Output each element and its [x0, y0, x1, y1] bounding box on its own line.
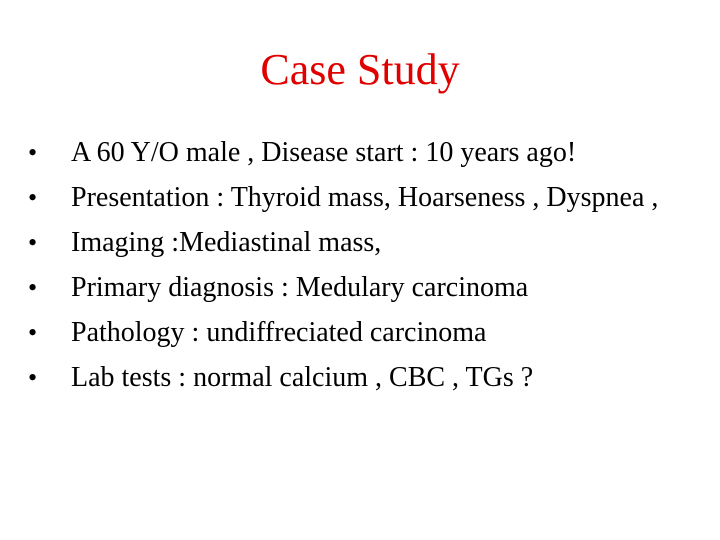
bullet-icon: • [28, 138, 38, 167]
bullet-item [28, 179, 698, 216]
bullet-item [28, 134, 698, 171]
bullet-icon: • [28, 363, 38, 392]
bullet-list [28, 134, 698, 404]
bullet-item [28, 269, 698, 306]
bullet-icon: • [28, 318, 38, 347]
bullet-text: Primary diagnosis : Medulary carcinoma [71, 272, 529, 303]
bullet-text: Pathology : undiffreciated carcinoma [71, 317, 487, 348]
bullet-text: Presentation : Thyroid mass, Hoarseness , Dyspnea , [71, 182, 659, 213]
bullet-item [28, 224, 698, 261]
slide-title: Case Study [260, 45, 460, 94]
bullet-icon: • [28, 183, 38, 212]
bullet-text: Lab tests : normal calcium , CBC , TGs ? [71, 362, 534, 393]
bullet-item [28, 314, 698, 351]
bullet-icon: • [28, 228, 38, 257]
bullet-item [28, 359, 698, 396]
bullet-text: A 60 Y/O male , Disease start : 10 years ago! [71, 137, 577, 168]
bullet-icon: • [28, 273, 38, 302]
bullet-text: Imaging :Mediastinal mass, [71, 227, 382, 258]
